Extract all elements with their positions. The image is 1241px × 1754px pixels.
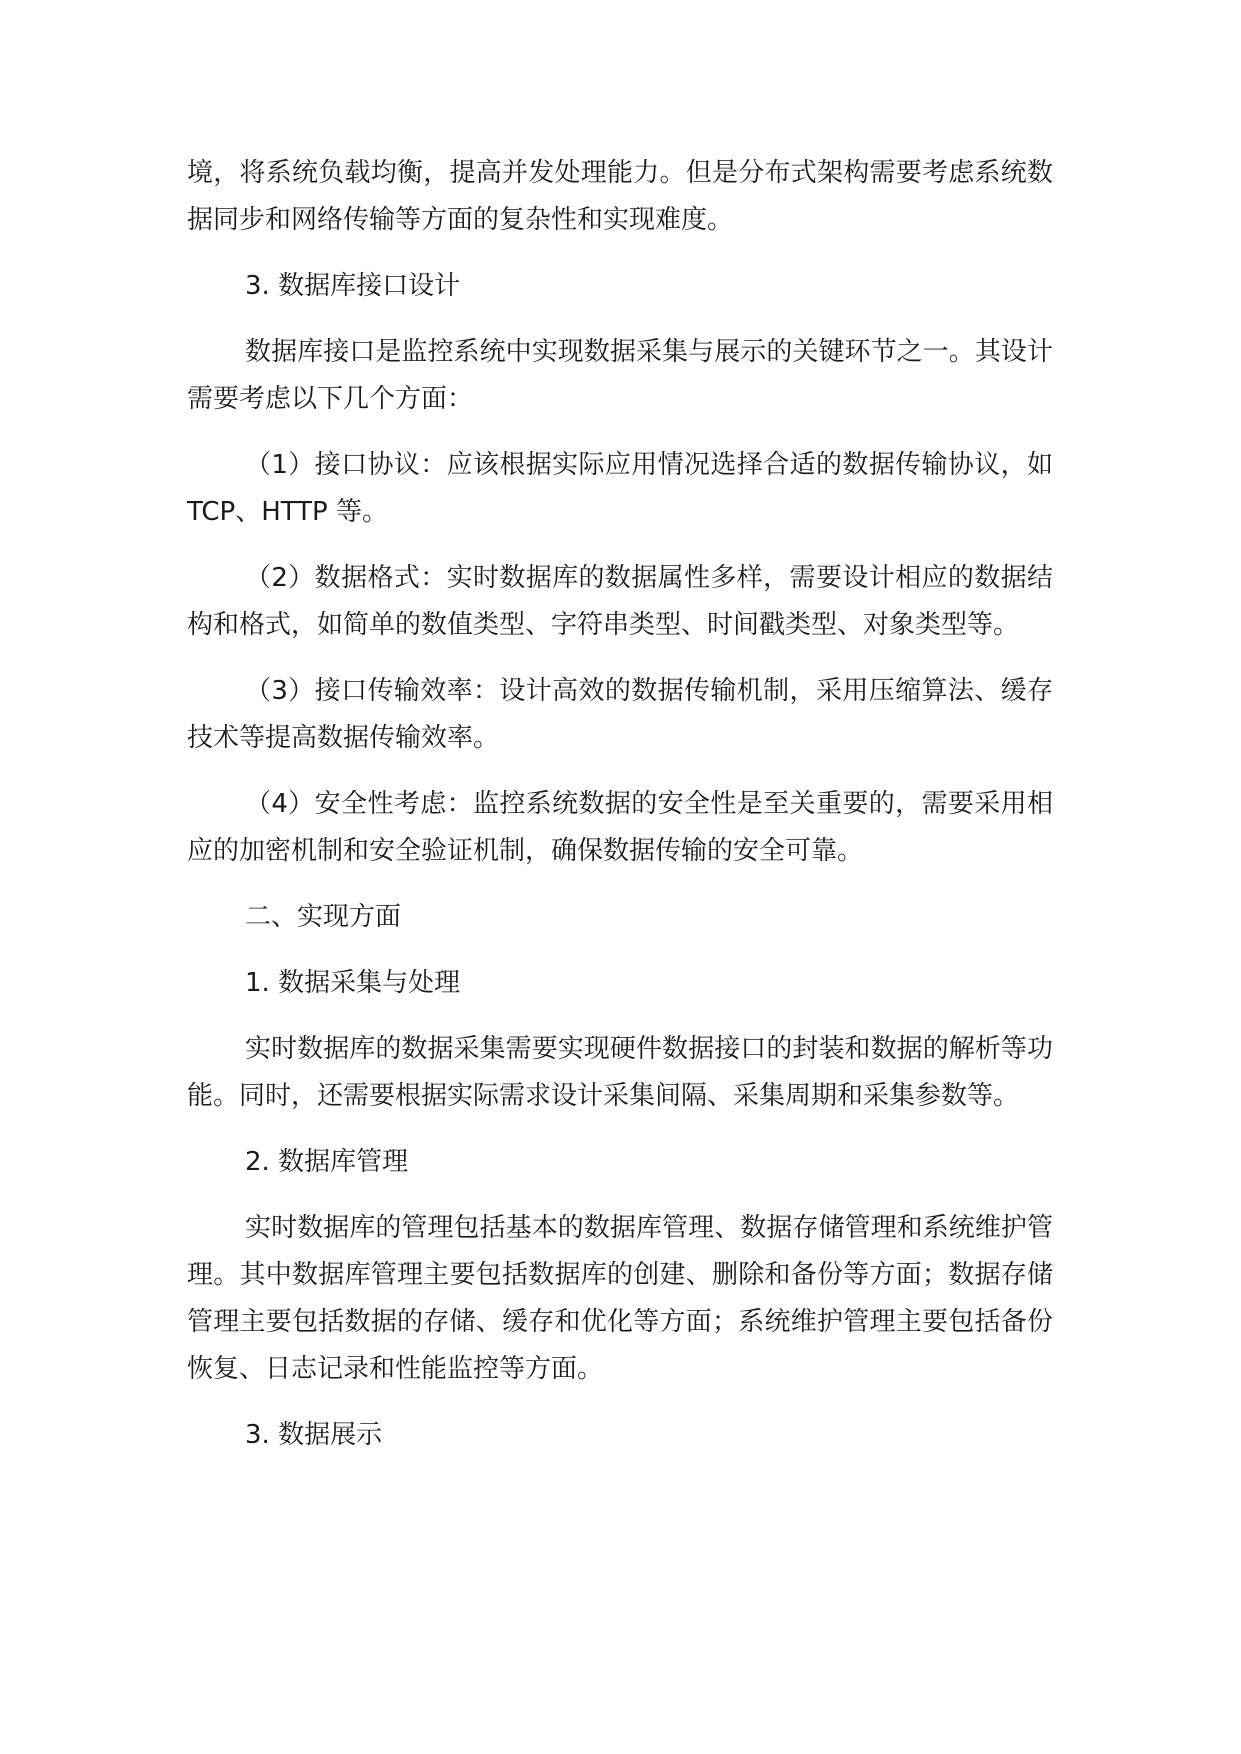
section-heading-db-interface-design: 3. 数据库接口设计 bbox=[245, 271, 461, 301]
list-item-security: （4）安全性考虑：监控系统数据的安全性是至关重要的，需要采用相应的加密机制和安全验证机制，确保数据传输的安全可靠。 bbox=[187, 789, 1053, 866]
paragraph-db-management: 实时数据库的管理包括基本的数据库管理、数据存储管理和系统维护管理。其中数据库管理主要包括数据库的创建、删除和备份等方面；数据存储管理主要包括数据的存储、缓存和优化等方面；系统维护管理主要包括备份恢复、日志记录和性能监控等方面。 bbox=[187, 1213, 1053, 1384]
subsection-heading-data-collection: 1. 数据采集与处理 bbox=[245, 968, 461, 998]
document-page bbox=[187, 150, 1053, 1478]
list-item-interface-protocol: （1）接口协议：应该根据实际应用情况选择合适的数据传输协议，如 TCP、HTTP 等。 bbox=[187, 450, 1053, 527]
list-item-data-format: （2）数据格式：实时数据库的数据属性多样，需要设计相应的数据结构和格式，如简单的数值类型、字符串类型、时间戳类型、对象类型等。 bbox=[187, 563, 1053, 640]
list-item-transfer-efficiency: （3）接口传输效率：设计高效的数据传输机制，采用压缩算法、缓存技术等提高数据传输效率。 bbox=[187, 676, 1053, 753]
subsection-heading-data-display: 3. 数据展示 bbox=[245, 1420, 383, 1450]
paragraph-distributed-architecture: 境，将系统负载均衡，提高并发处理能力。但是分布式架构需要考虑系统数据同步和网络传输等方面的复杂性和实现难度。 bbox=[187, 158, 1053, 235]
paragraph-interface-intro: 数据库接口是监控系统中实现数据采集与展示的关键环节之一。其设计需要考虑以下几个方面： bbox=[187, 337, 1053, 414]
section-heading-implementation: 二、实现方面 bbox=[245, 902, 402, 932]
subsection-heading-db-management: 2. 数据库管理 bbox=[245, 1147, 409, 1177]
paragraph-data-collection: 实时数据库的数据采集需要实现硬件数据接口的封装和数据的解析等功能。同时，还需要根据实际需求设计采集间隔、采集周期和采集参数等。 bbox=[187, 1034, 1053, 1111]
